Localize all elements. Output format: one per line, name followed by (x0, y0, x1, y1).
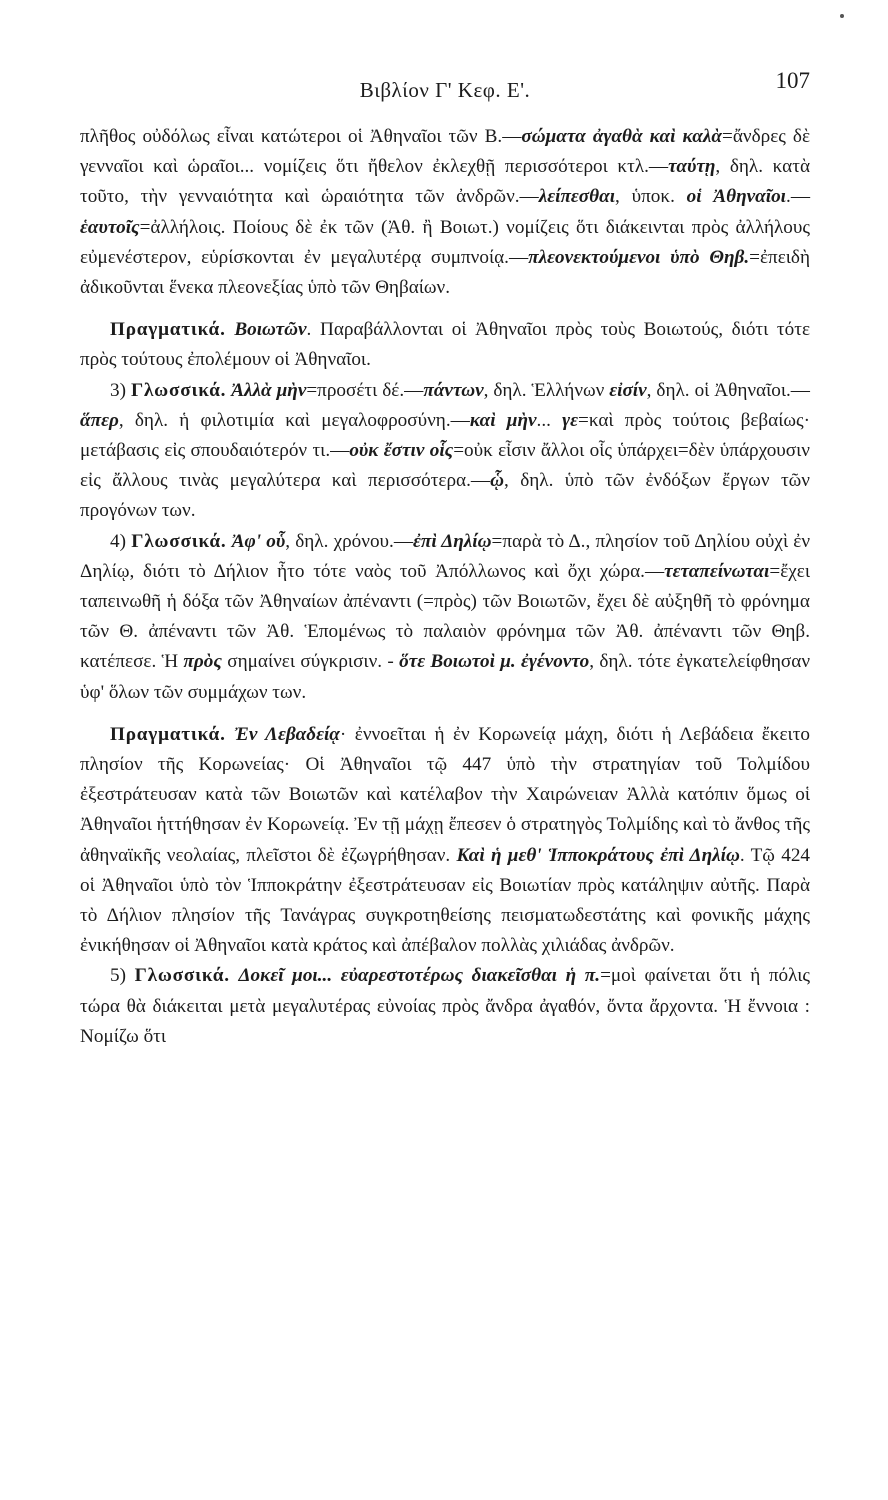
lemma-text: Ἀφ' οὗ (231, 530, 286, 552)
body-text-run: =ἐπειδὴ ἀδικοῦνται ἕνεκα πλεονεξίας ὑπὸ τῶν Θηβαίων. (80, 246, 810, 299)
paragraph (80, 720, 810, 962)
body-text-run: , δηλ. Ἑλλήνων (483, 379, 610, 401)
lemma-text: πάντων (423, 379, 484, 401)
lemma-text: Ἐν Λεβαδείᾳ (234, 723, 340, 745)
body-text-run: · ἐννοεῖται ἡ ἐν Κορωνείᾳ μάχη, διότι ἡ Λεβάδεια ἔκειτο πλησίον τῆς Κορωνείας· Οἱ Ἀθηναῖοι τῷ 447 ὑπὸ τὴν στρατηγίαν τοῦ Τολμίδου ἐξεστράτευσαν κατὰ τῶν Βοιωτῶν καὶ κατέλαβον τὴν Χαιρώνειαν Ἀλλὰ κατόπιν ὅμως οἱ Ἀθηναῖοι ἡττήθησαν ἐν Κορωνείᾳ. Ἐν τῇ μάχῃ ἔπεσεν ὁ στρατηγὸς Τολμίδης καὶ τὸ ἄνθος τῆς ἀθηναϊκῆς νεολαίας, πλεῖστοι δὲ ἐζωγρήθησαν. (80, 723, 810, 866)
body-text-run (230, 965, 239, 986)
lemma-text: ταύτῃ (668, 156, 716, 178)
body-text-run: 5) (110, 965, 135, 987)
lemma-text: πλεονεκτούμενοι ὑπὸ Θηβ. (528, 246, 750, 268)
lemma-text: ἐπὶ Δηλίῳ (413, 530, 492, 552)
paragraph (80, 376, 810, 527)
body-text-run: =ἀλλήλοις. Ποίους δὲ ἐκ τῶν (Ἀθ. ἢ Βοιωτ.) νομίζεις ὅτι διάκεινται πρὸς ἀλλήλους εὐμενέστερον, εὑρίσκονται ἐν μεγαλυτέρᾳ συμπνοίᾳ.— (80, 216, 810, 268)
lemma-text: καὶ μὴν (469, 409, 537, 431)
paragraph (80, 122, 810, 303)
body-text-run: , δηλ. χρόνου.— (285, 530, 414, 552)
lemma-text: ᾧ (490, 470, 504, 492)
section-heading: Γλωσσικά. (131, 530, 227, 552)
lemma-text: οὐκ ἔστιν οἷς (349, 440, 454, 462)
body-text-run: , δηλ. ἡ φιλοτιμία καὶ μεγαλοφροσύνη.— (118, 409, 470, 431)
section-heading: Πραγματικά. (110, 319, 226, 341)
lemma-text: οἱ Ἀθηναῖοι (686, 186, 787, 208)
body-text-run: , δηλ. τότε ἐγκατελείφθησαν ὑφ' ὅλων τῶν συμμάχων των. (80, 651, 810, 703)
body-text-run: ... (536, 409, 563, 431)
body-text-run: 4) (110, 530, 132, 552)
body-text-run: =μοὶ φαίνεται ὅτι ἡ πόλις τώρα θὰ διάκειται μετὰ μεγαλυτέρας εὐνοίας πρὸς ἄνδρα ἀγαθόν, ὄντα ἄρχοντα. Ἡ ἔννοια : Νομίζω ὅτι (80, 965, 810, 1047)
running-header (80, 68, 810, 122)
lemma-text: Ἀλλὰ μὴν (231, 379, 307, 401)
body-text-run: =παρὰ τὸ Δ., πλησίον τοῦ Δηλίου οὐχὶ ἐν Δηλίῳ, διότι τὸ Δήλιον ἦτο τότε ναὸς τοῦ Ἀπόλλωνος καὶ ὄχι χώρα.— (80, 530, 811, 582)
section-heading: Γλωσσικά. (130, 379, 227, 401)
body-text-run: . Παραβάλλονται οἱ Ἀθηναῖοι πρὸς τοὺς Βοιωτούς, διότι τότε πρὸς τούτους ἐπολέμουν οἱ Ἀθηναῖοι. (80, 319, 811, 371)
body-text-run: 3) (110, 379, 131, 401)
lemma-text: εἰσίν (609, 379, 647, 401)
running-title: Βιβλίον Γ' Κεφ. Ε'. (359, 78, 531, 102)
body-text-run: .— (786, 186, 810, 208)
body-text-run: , δηλ. κατὰ τοῦτο, τὴν γενναιότητα καὶ ὡραιότητα τῶν ἀνδρῶν.— (80, 156, 810, 208)
section-heading: Γλωσσικά. (134, 965, 230, 987)
body-text-run: πλῆθος οὐδόλως εἶναι κατώτεροι οἱ Ἀθηναῖοι τῶν Β.— (80, 126, 522, 147)
lemma-text: σώματα ἀγαθὰ καὶ καλὰ (521, 126, 723, 147)
lemma-text: Βοιωτῶν (234, 319, 307, 341)
body-text-run: , δηλ. οἱ Ἀθηναῖοι.— (646, 379, 810, 401)
lemma-text: Δοκεῖ μοι... εὐαρεστοτέρως διακεῖσθαι ἡ π. (238, 965, 601, 987)
page-number: 107 (775, 68, 810, 93)
paragraph (80, 961, 810, 1052)
body-text-run: =καὶ πρὸς τούτοις βεβαίως· μετάβασις εἰς σπουδαιότερόν τι.— (80, 409, 810, 462)
body-text-run: =προσέτι δέ.— (306, 379, 424, 401)
body-text-run: σημαίνει σύγκρισιν. - (221, 651, 400, 673)
paragraph (80, 527, 810, 708)
scan-speck (840, 14, 844, 18)
body-text-run: =οὐκ εἶσιν ἄλλοι οἷς ὑπάρχει=δὲν ὑπάρχουσιν εἰς ἄλλους τινὰς μεγαλύτερα καὶ περισσότερα.— (80, 440, 810, 492)
lemma-text: Καὶ ἡ μεθ' Ἱπποκράτους ἐπὶ Δηλίῳ (456, 844, 740, 866)
lemma-text: ἅπερ (80, 409, 119, 431)
commentary-body (80, 122, 810, 1052)
lemma-text: γε (562, 409, 579, 431)
lemma-text: ἑαυτοῖς (80, 216, 140, 238)
body-text-run (226, 724, 235, 745)
body-text-run: =ἄνδρες δὲ γενναῖοι καὶ ὡραῖοι... νομίζεις ὅτι ἤθελον ἐκλεχθῇ περισσότεροι κτλ.— (80, 126, 811, 178)
body-text-run: =ἔχει ταπεινωθῆ ἡ δόξα τῶν Ἀθηναίων ἀπέναντι (=πρὸς) τῶν Βοιωτῶν, ἔχει δὲ αὐξηθῆ τὸ φρόνημα τῶν Θ. ἀπέναντι τῶν Ἀθ. Ἑπομένως τὸ παλαιὸν φρόνημα τῶν Ἀθ. ἀπέναντι τῶν Θηβ. κατέπεσε. Ἡ (80, 560, 810, 673)
body-text-run: . Τῷ 424 οἱ Ἀθηναῖοι ὑπὸ τὸν Ἱπποκράτην ἐξεστράτευσαν εἰς Βοιωτίαν πρὸς κατάληψιν αὐτῆς. Παρὰ τὸ Δήλιον πλησίον τῆς Τανάγρας συγκροτηθείσης πεισματωδεστάτης καὶ φονικῆς μάχης ἐνικήθησαν οἱ Ἀθηναῖοι κατὰ κράτος καὶ ἀπέβαλον πολλὰς χιλιάδας ἀνδρῶν. (80, 844, 811, 957)
paragraph (80, 315, 810, 375)
body-text-run: , δηλ. ὑπὸ τῶν ἐνδόξων ἔργων τῶν προγόνων των. (80, 470, 810, 522)
body-text-run: , ὑποκ. (615, 186, 687, 208)
lemma-text: πρὸς (183, 651, 222, 673)
lemma-text: ὅτε Βοιωτοὶ μ. ἐγένοντο (399, 651, 590, 673)
section-heading: Πραγματικά. (110, 723, 226, 745)
lemma-text: λείπεσθαι (538, 186, 616, 208)
lemma-text: τεταπείνωται (664, 560, 770, 582)
